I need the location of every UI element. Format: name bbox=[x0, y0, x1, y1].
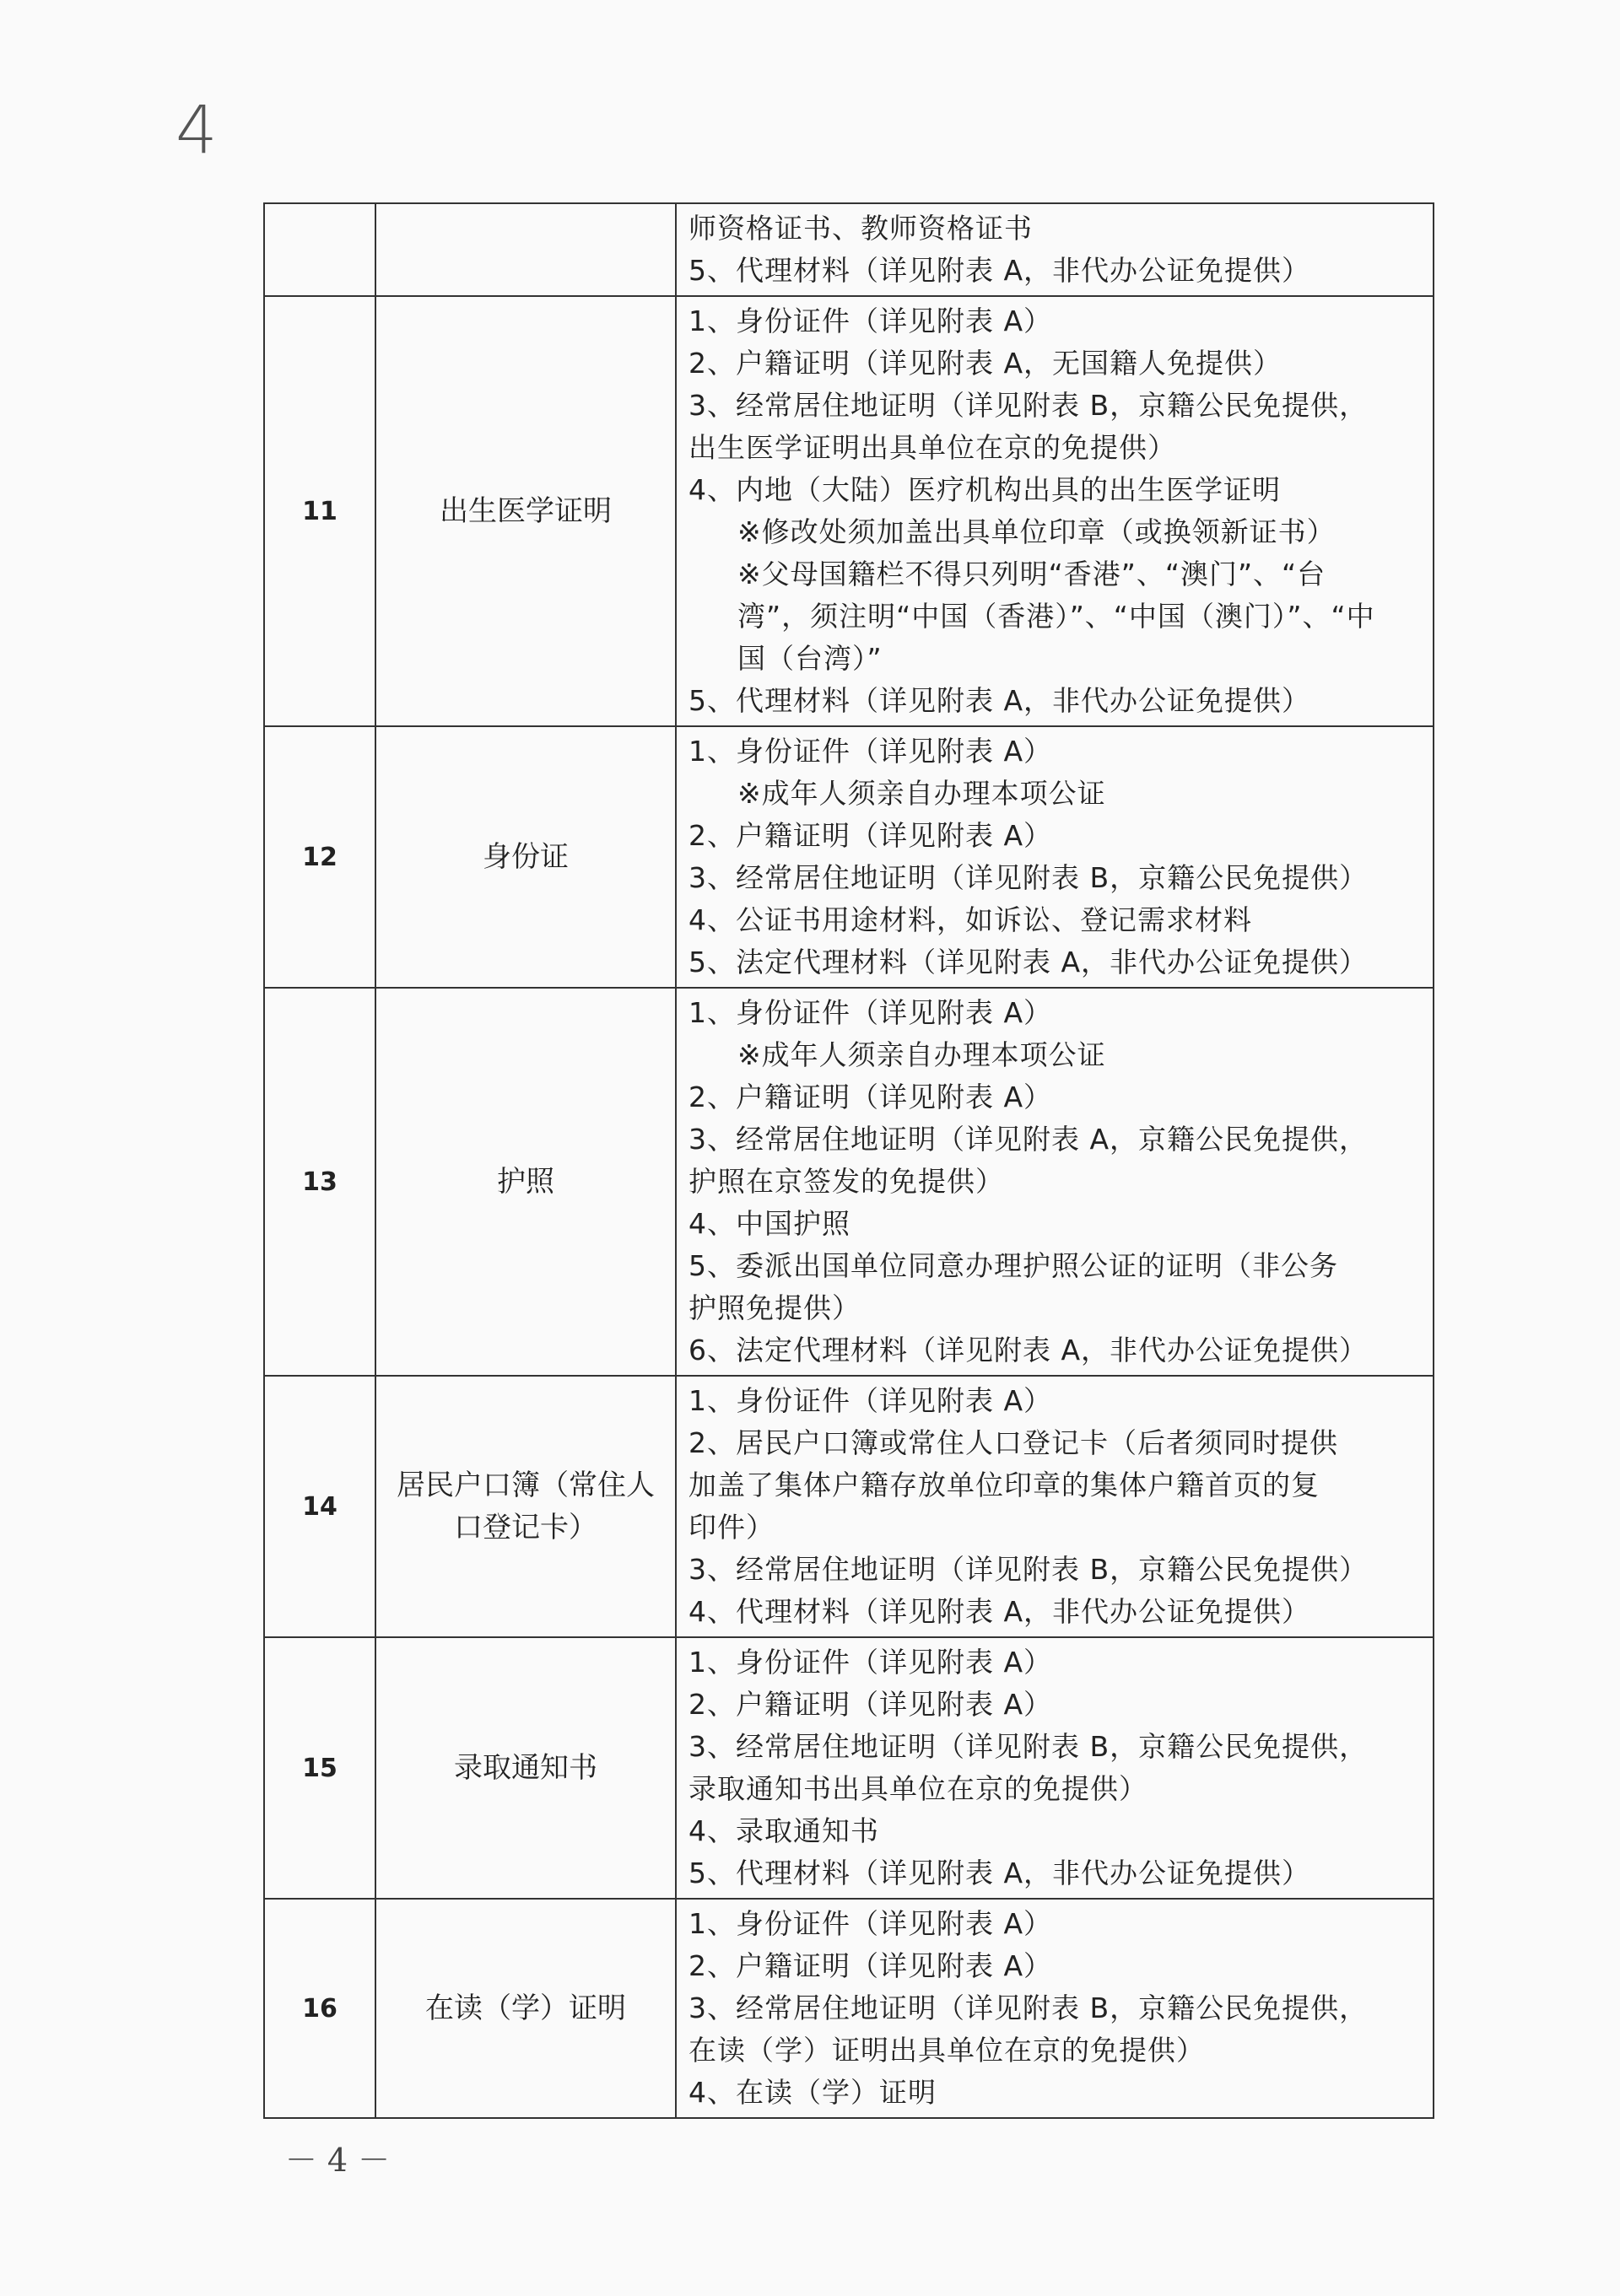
material-line: 国（台湾）” bbox=[737, 642, 883, 675]
material-line: 3、经常居住地证明（详见附表 B，京籍公民免提供） bbox=[688, 861, 1369, 894]
table-row bbox=[264, 203, 1434, 296]
material-line: 印件） bbox=[688, 1511, 775, 1544]
material-line: 5、代理材料（详见附表 A，非代办公证免提供） bbox=[688, 684, 1311, 717]
material-line: 1、身份证件（详见附表 A） bbox=[688, 735, 1053, 768]
material-line: 4、在读（学）证明 bbox=[688, 2076, 937, 2109]
notarization-item-name: 身份证 bbox=[375, 726, 676, 988]
material-line: 在读（学）证明出具单位在京的免提供） bbox=[688, 2034, 1205, 2067]
material-line: 录取通知书出具单位在京的免提供） bbox=[688, 1772, 1148, 1805]
material-line: 3、经常居住地证明（详见附表 A，京籍公民免提供， bbox=[688, 1123, 1369, 1156]
material-line: 1、身份证件（详见附表 A） bbox=[688, 1646, 1053, 1679]
required-materials bbox=[676, 203, 1434, 296]
row-number: 13 bbox=[264, 988, 375, 1376]
material-line: 2、居民户口簿或常住人口登记卡（后者须同时提供 bbox=[688, 1426, 1338, 1459]
material-line: 出生医学证明出具单位在京的免提供） bbox=[688, 431, 1176, 464]
row-number: 15 bbox=[264, 1637, 375, 1899]
row-number bbox=[264, 203, 375, 296]
material-line: 1、身份证件（详见附表 A） bbox=[688, 1384, 1053, 1417]
notarization-item-name: 出生医学证明 bbox=[375, 296, 676, 726]
material-line: 4、公证书用途材料，如诉讼、登记需求材料 bbox=[688, 903, 1252, 936]
required-materials bbox=[676, 1376, 1434, 1637]
material-line: 5、代理材料（详见附表 A，非代办公证免提供） bbox=[688, 254, 1311, 287]
required-materials bbox=[676, 1637, 1434, 1899]
material-line: ※成年人须亲自办理本项公证 bbox=[737, 1038, 1106, 1071]
table-row bbox=[264, 1376, 1434, 1637]
material-line: 5、委派出国单位同意办理护照公证的证明（非公务 bbox=[688, 1249, 1338, 1282]
notarization-item-name: 录取通知书 bbox=[375, 1637, 676, 1899]
row-number: 16 bbox=[264, 1899, 375, 2118]
table-row bbox=[264, 1637, 1434, 1899]
material-line: 2、户籍证明（详见附表 A） bbox=[688, 1081, 1053, 1113]
material-line: ※成年人须亲自办理本项公证 bbox=[737, 777, 1106, 810]
table-row bbox=[264, 726, 1434, 988]
material-line: 3、经常居住地证明（详见附表 B，京籍公民免提供， bbox=[688, 389, 1369, 422]
material-line: 加盖了集体户籍存放单位印章的集体户籍首页的复 bbox=[688, 1469, 1320, 1501]
material-line: 4、代理材料（详见附表 A，非代办公证免提供） bbox=[688, 1595, 1311, 1628]
material-line: 3、经常居住地证明（详见附表 B，京籍公民免提供， bbox=[688, 1991, 1369, 2024]
material-line: 4、录取通知书 bbox=[688, 1814, 879, 1847]
notarization-item-name: 在读（学）证明 bbox=[375, 1899, 676, 2118]
material-line: ※修改处须加盖出具单位印章（或换领新证书） bbox=[737, 515, 1336, 548]
material-line: 2、户籍证明（详见附表 A） bbox=[688, 1688, 1053, 1721]
material-line: 护照在京签发的免提供） bbox=[688, 1165, 1004, 1198]
material-line: 4、中国护照 bbox=[688, 1207, 850, 1240]
row-number: 14 bbox=[264, 1376, 375, 1637]
required-materials bbox=[676, 296, 1434, 726]
material-line: 湾”，须注明“中国（香港）”、“中国（澳门）”、“中 bbox=[737, 600, 1375, 633]
material-line: 1、身份证件（详见附表 A） bbox=[688, 1907, 1053, 1940]
required-materials bbox=[676, 988, 1434, 1376]
required-materials bbox=[676, 726, 1434, 988]
material-line: 3、经常居住地证明（详见附表 B，京籍公民免提供） bbox=[688, 1553, 1369, 1586]
notarization-item-name: 护照 bbox=[375, 988, 676, 1376]
table-row bbox=[264, 1899, 1434, 2118]
table-row bbox=[264, 988, 1434, 1376]
material-line: 1、身份证件（详见附表 A） bbox=[688, 996, 1053, 1029]
materials-table-body bbox=[264, 203, 1434, 2118]
material-line: 师资格证书、教师资格证书 bbox=[688, 212, 1033, 245]
material-line: 3、经常居住地证明（详见附表 B，京籍公民免提供， bbox=[688, 1730, 1369, 1763]
material-line: 5、代理材料（详见附表 A，非代办公证免提供） bbox=[688, 1857, 1311, 1889]
notarization-item-name: 居民户口簿（常住人口登记卡） bbox=[375, 1376, 676, 1637]
material-line: 2、户籍证明（详见附表 A） bbox=[688, 819, 1053, 852]
notarization-item-name bbox=[375, 203, 676, 296]
material-line: 2、户籍证明（详见附表 A） bbox=[688, 1949, 1053, 1982]
row-number: 12 bbox=[264, 726, 375, 988]
row-number: 11 bbox=[264, 296, 375, 726]
table-row bbox=[264, 296, 1434, 726]
material-line: 6、法定代理材料（详见附表 A，非代办公证免提供） bbox=[688, 1334, 1369, 1366]
material-line: 护照免提供） bbox=[688, 1291, 861, 1324]
material-line: ※父母国籍栏不得只列明“香港”、“澳门”、“台 bbox=[737, 558, 1326, 590]
page-footer-number: － 4 － bbox=[284, 2142, 391, 2179]
material-line: 1、身份证件（详见附表 A） bbox=[688, 305, 1053, 337]
material-line: 2、户籍证明（详见附表 A，无国籍人免提供） bbox=[688, 347, 1282, 380]
required-materials bbox=[676, 1899, 1434, 2118]
handwritten-page-number: 4 bbox=[176, 93, 218, 169]
material-line: 5、法定代理材料（详见附表 A，非代办公证免提供） bbox=[688, 946, 1369, 978]
material-line: 4、内地（大陆）医疗机构出具的出生医学证明 bbox=[688, 473, 1281, 506]
materials-table bbox=[263, 202, 1434, 2119]
